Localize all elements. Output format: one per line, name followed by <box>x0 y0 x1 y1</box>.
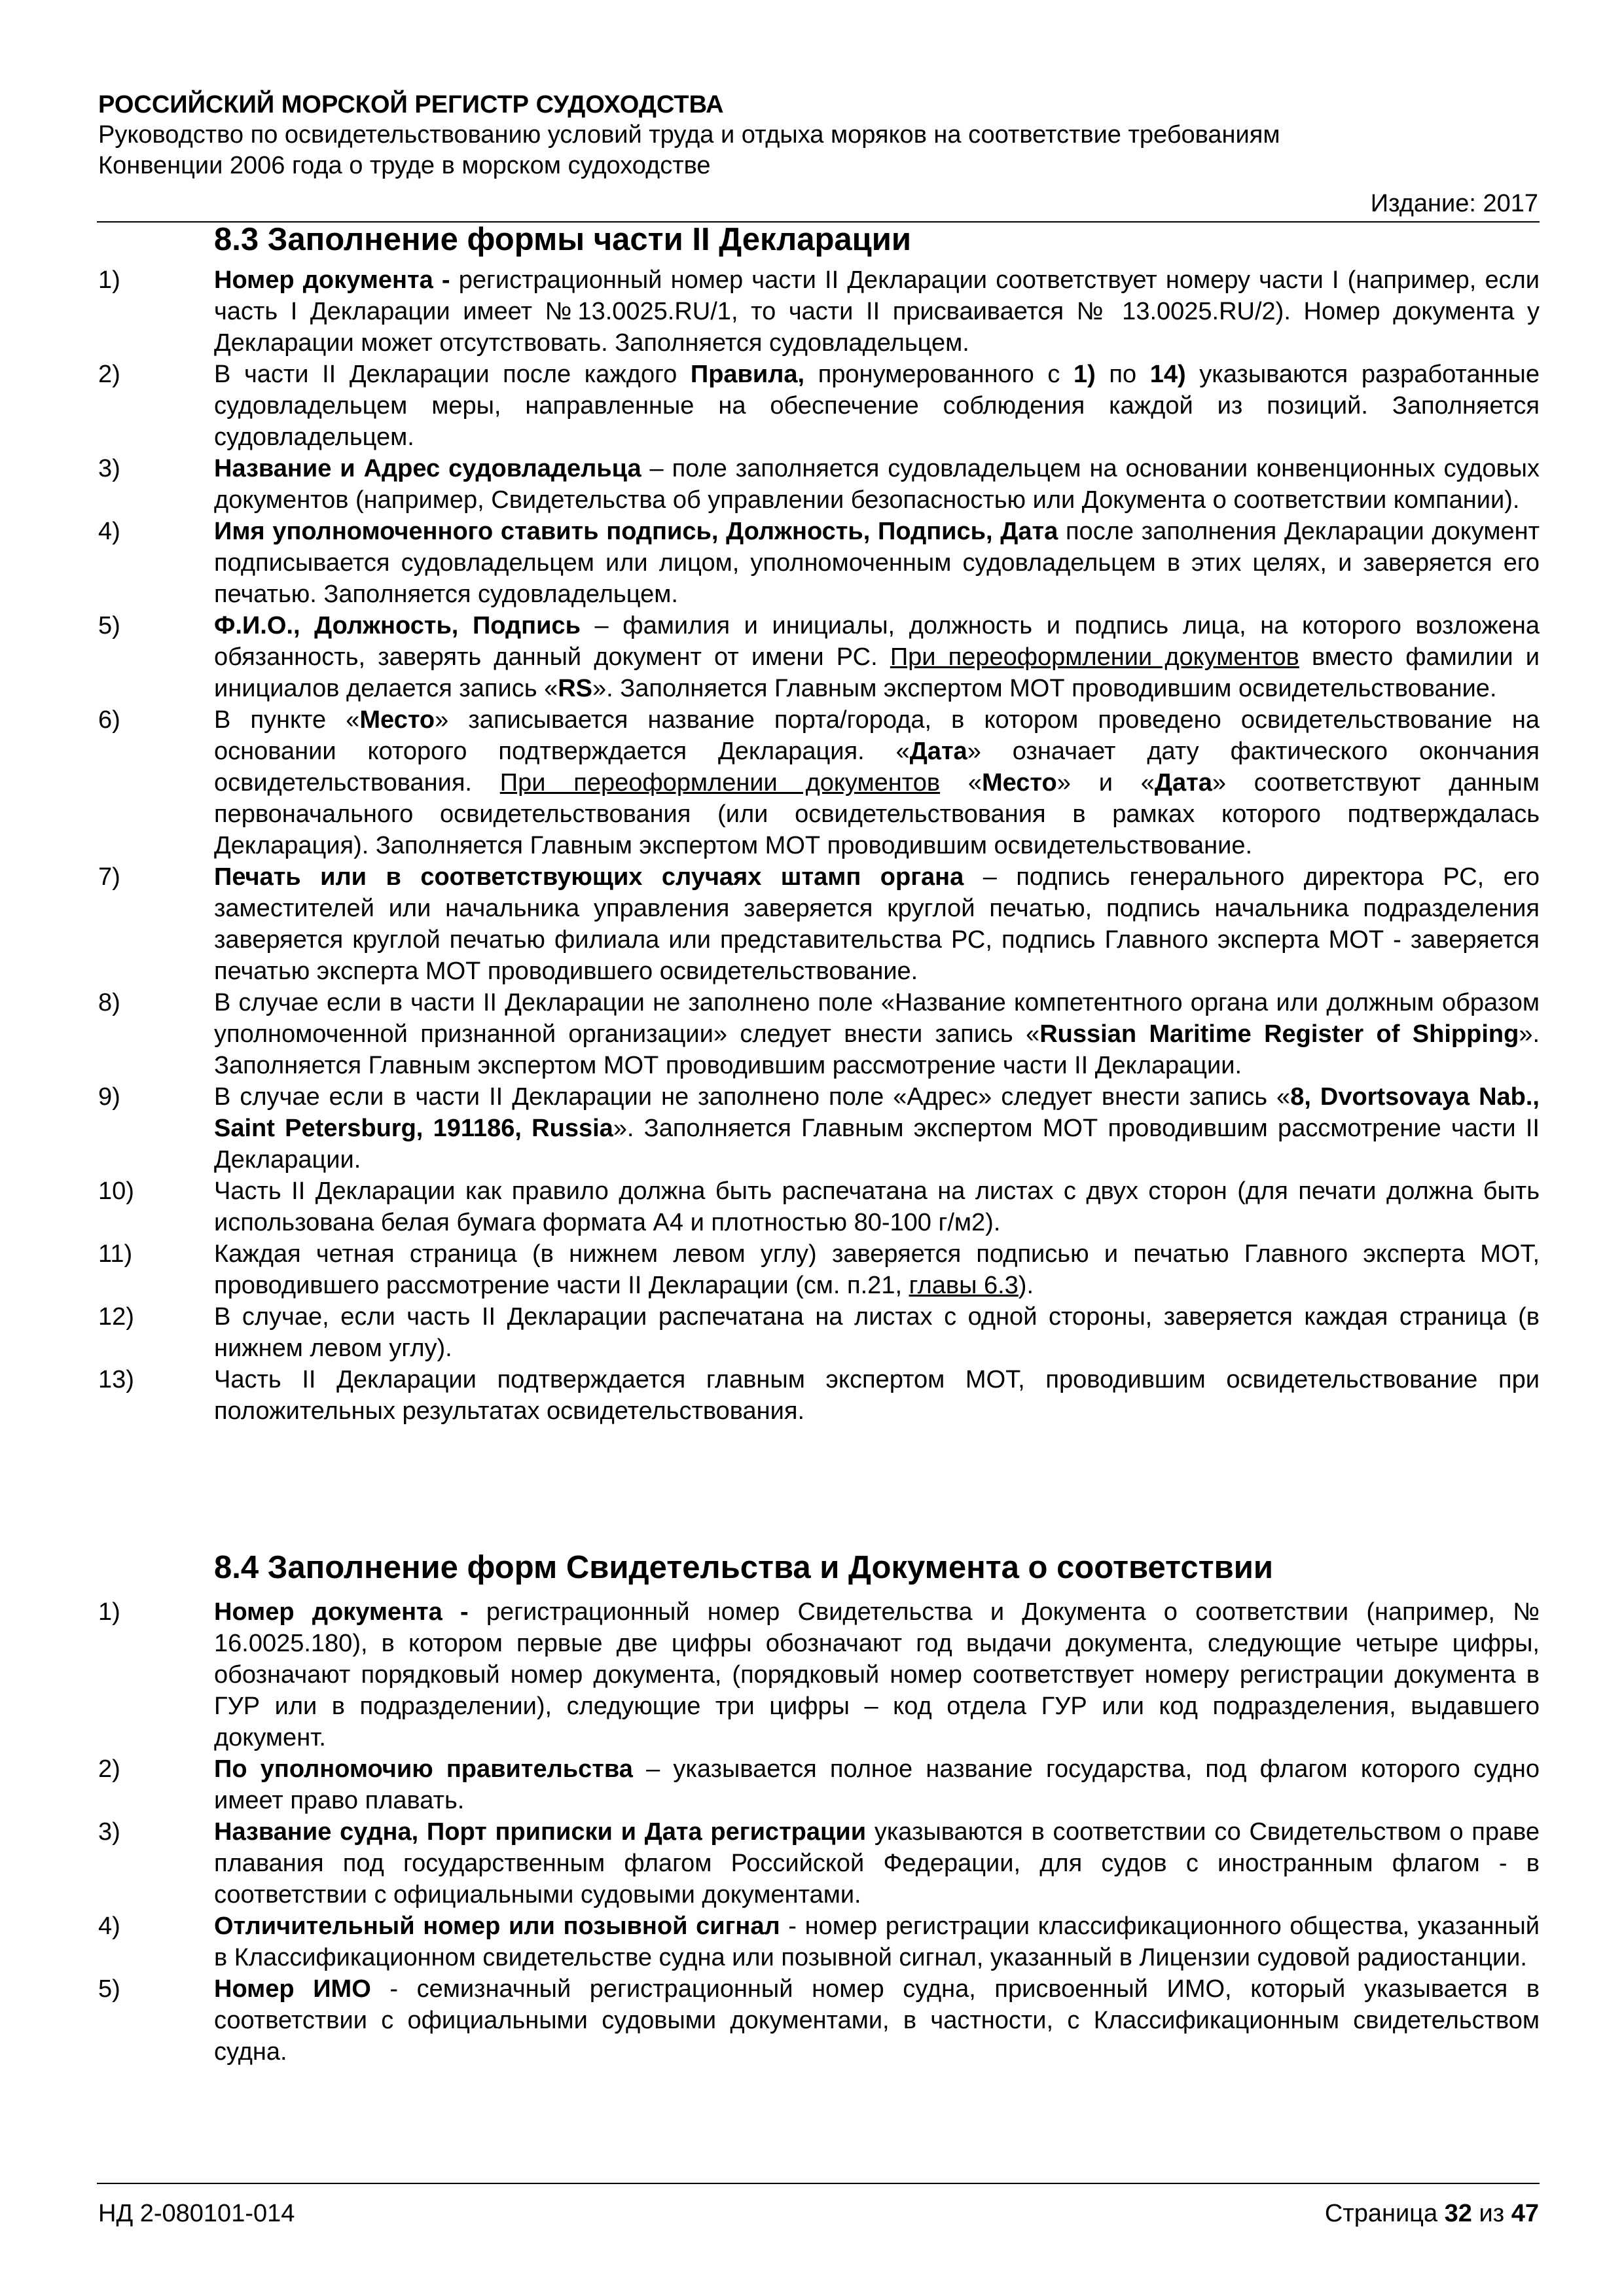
item-number: 12) <box>98 1303 134 1331</box>
text-run: указываются разработанные судовладельцем меры, направленные на обеспечение соблюдения каждой из позиций. Заполняется судовладельцем. <box>214 361 1540 451</box>
text-run: - семизначный регистрационный номер судна, присвоенный ИМО, который указывается в соответствии с официальными судовыми документами, в частности, с Классификационным свидетельством судна. <box>214 1975 1540 2066</box>
text-run: ». Заполняется Главным экспертом МОТ проводившим рассмотрение части II Декларации. <box>214 1020 1540 1079</box>
text-run: - номер регистрации классификационного общества, указанный в Классификационном свидетельстве судна или позывной сигнал, указанный в Лицензии судовой радиостанции. <box>214 1912 1540 1971</box>
page-header <box>98 90 1538 181</box>
bold-term: Дата <box>1154 769 1212 797</box>
item-text <box>214 1596 1540 1753</box>
underlined-text: главы 6.3 <box>909 1272 1019 1299</box>
page-current: 32 <box>1444 2200 1472 2227</box>
item-number: 4) <box>98 518 120 545</box>
item-number: 13) <box>98 1366 134 1393</box>
bold-term: 8, Dvortsovaya Nab., Saint Petersburg, 191186, Russia <box>214 1083 1540 1142</box>
page-number <box>1325 2198 1539 2229</box>
section-8-4 <box>0 1547 1624 2068</box>
item-number: 2) <box>98 1755 120 1783</box>
bold-term: 14) <box>1149 361 1186 388</box>
text-run: – фамилия и инициалы, должность и подпись лица, на которого возложена обязанность, заверять данный документ от имени РС. <box>214 612 1540 671</box>
list-item <box>0 1753 1624 1816</box>
text-run: ». Заполняется Главным экспертом МОТ проводившим освидетельствование. <box>592 675 1497 702</box>
text-run: В случае, если часть II Декларации распечатана на листах с одной стороны, заверяется каждая страница (в нижнем левом углу). <box>214 1303 1540 1362</box>
bold-term: Номер документа - <box>214 266 450 294</box>
text-run: – подпись генерального директора РС, его заместителей или начальника управления заверяется круглой печатью, подпись начальника подразделения заверяется круглой печатью филиала или представительства РС, подпись Главного эксперта МОТ - заверяется печатью эксперта МОТ проводившего освидетельствование. <box>214 863 1540 985</box>
list-item <box>0 861 1624 987</box>
section-title: 8.3 Заполнение формы части II Декларации <box>214 222 912 257</box>
organization-name: РОССИЙСКИЙ МОРСКОЙ РЕГИСТР СУДОХОДСТВА <box>98 91 724 118</box>
bold-term: Ф.И.О., Должность, Подпись <box>214 612 581 639</box>
text-run: указываются в соответствии со Свидетельством о праве плавания под государственным флагом Российской Федерации, для судов с иностранным флагом - в соответствии с официальными судовыми документами. <box>214 1818 1540 1909</box>
text-run: В части II Декларации после каждого <box>214 361 691 388</box>
list-item <box>0 1910 1624 1973</box>
bold-term: Название и Адрес судовладельца <box>214 455 641 482</box>
text-run: регистрационный номер части II Декларации соответствует номеру части I (например, если часть I Декларации имеет №13.0025.RU/1, то части II присваивается № 13.0025.RU/2). Номер документа у Декларации может отсутствовать. Заполняется судовладельцем. <box>214 266 1540 357</box>
list-item <box>0 516 1624 610</box>
bold-term: Правила, <box>690 361 805 388</box>
page-of: из <box>1479 2200 1505 2227</box>
section-8-3 <box>0 219 1624 1427</box>
text-run: вместо фамилии и инициалов делается запись « <box>214 643 1540 702</box>
bold-term: Отличительный номер или позывной сигнал <box>214 1912 780 1940</box>
bold-term: Russian Maritime Register of Shipping <box>1039 1020 1519 1048</box>
item-number: 1) <box>98 266 120 294</box>
item-text <box>214 1364 1540 1427</box>
item-number: 2) <box>98 361 120 388</box>
list-item <box>0 1816 1624 1910</box>
list-item <box>0 704 1624 861</box>
item-text <box>214 453 1540 516</box>
bold-term: По уполномочию правительства <box>214 1755 633 1783</box>
list-item <box>0 1175 1624 1238</box>
section-title: 8.4 Заполнение форм Свидетельства и Документа о соответствии <box>214 1550 1274 1585</box>
list-item <box>0 264 1624 359</box>
item-number: 10) <box>98 1177 134 1205</box>
item-text <box>214 1301 1540 1364</box>
text-run: » и « <box>1056 769 1155 797</box>
underlined-text: При переоформлении документов <box>890 643 1299 671</box>
item-text <box>214 861 1540 987</box>
bold-term: Номер ИМО <box>214 1975 371 2003</box>
item-text <box>214 987 1540 1081</box>
item-text <box>214 516 1540 610</box>
list-item <box>0 1364 1624 1427</box>
text-run: – поле заполняется судовладельцем на основании конвенционных судовых документов (например, Свидетельства об управлении безопасностью или Документа о соответствии компании). <box>214 455 1540 514</box>
item-text <box>214 1973 1540 2068</box>
section-items <box>0 1596 1624 2068</box>
text-run: Часть II Декларации подтверждается главным экспертом МОТ, проводившим освидетельствование при положительных результатах освидетельствования. <box>214 1366 1540 1425</box>
text-run: ). <box>1018 1272 1034 1299</box>
item-text <box>214 610 1540 704</box>
list-item <box>0 359 1624 453</box>
text-run: « <box>940 769 982 797</box>
item-text <box>214 359 1540 453</box>
text-run: В пункте « <box>214 706 360 734</box>
item-number: 7) <box>98 863 120 891</box>
text-run: » записывается название порта/города, в котором проведено освидетельствование на основании которого подтверждается Декларация. « <box>214 706 1540 765</box>
text-run: пронумерованного с <box>804 361 1074 388</box>
page-label: Страница <box>1324 2200 1438 2227</box>
item-number: 3) <box>98 1818 120 1846</box>
bold-term: Имя уполномоченного ставить подпись, Должность, Подпись, Дата <box>214 518 1058 545</box>
item-text <box>214 1753 1540 1816</box>
item-text <box>214 1175 1540 1238</box>
guide-title-line-2: Конвенции 2006 года о труде в морском судоходстве <box>98 152 711 179</box>
item-number: 5) <box>98 1975 120 2003</box>
footer-divider <box>97 2183 1540 2184</box>
text-run: – указывается полное название государства, под флагом которого судно имеет право плавать. <box>214 1755 1540 1814</box>
document-code: НД 2-080101-014 <box>98 2200 295 2227</box>
bold-term: Название судна, Порт приписки и Дата регистрации <box>214 1818 867 1846</box>
text-run: В случае если в части II Декларации не заполнено поле «Адрес» следует внести запись « <box>214 1083 1291 1111</box>
text-run: ». Заполняется Главным экспертом МОТ проводившим рассмотрение части II Декларации. <box>214 1115 1540 1174</box>
list-item <box>0 610 1624 704</box>
item-text <box>214 1910 1540 1973</box>
item-number: 4) <box>98 1912 120 1940</box>
item-text <box>214 1081 1540 1175</box>
list-item <box>0 1301 1624 1364</box>
text-run: Часть II Декларации как правило должна быть распечатана на листах с двух сторон (для печати должна быть использована белая бумага формата А4 и плотностью 80-100 г/м2). <box>214 1177 1540 1236</box>
text-run: по <box>1095 361 1150 388</box>
text-run: после заполнения Декларации документ подписывается судовладельцем или лицом, уполномоченным судовладельцем в этих целях, и заверяется его печатью. Заполняется судовладельцем. <box>214 518 1540 608</box>
bold-term: Место <box>359 706 435 734</box>
item-text <box>214 264 1540 359</box>
underlined-text: При переоформлении документов <box>499 769 941 797</box>
item-number: 5) <box>98 612 120 639</box>
section-items <box>0 264 1624 1427</box>
bold-term: Номер документа - <box>214 1598 469 1626</box>
item-number: 8) <box>98 989 120 1016</box>
list-item <box>0 1081 1624 1175</box>
item-number: 3) <box>98 455 120 482</box>
item-number: 9) <box>98 1083 120 1111</box>
list-item <box>0 987 1624 1081</box>
text-run: » соответствуют данным первоначального освидетельствования (или освидетельствования в рамках которого подтверждалась Декларация). Заполняется Главным экспертом МОТ проводившим освидетельствование. <box>214 769 1540 859</box>
list-item <box>0 1596 1624 1753</box>
item-text <box>214 704 1540 861</box>
list-item <box>0 1238 1624 1301</box>
bold-term: Дата <box>909 738 967 765</box>
item-number: 6) <box>98 706 120 734</box>
text-run: В случае если в части II Декларации не заполнено поле «Название компетентного органа или должным образом уполномоченной признанной организации» следует внести запись « <box>214 989 1540 1048</box>
text-run: регистрационный номер Свидетельства и Документа о соответствии (например, № 16.0025.180), в котором первые две цифры обозначают год выдачи документа, следующие четыре цифры, обозначают порядковый номер документа, (порядковый номер соответствует номеру регистрации документа в ГУР или в подразделении), следующие три цифры – код отдела ГУР или код подразделения, выдавшего документ. <box>214 1598 1540 1751</box>
item-text <box>214 1816 1540 1910</box>
bold-term: 1) <box>1074 361 1096 388</box>
list-item <box>0 1973 1624 2068</box>
bold-term: Место <box>982 769 1057 797</box>
text-run: Каждая четная страница (в нижнем левом углу) заверяется подписью и печатью Главного эксперта МОТ, проводившего рассмотрение части II Декларации (см. п.21, <box>214 1240 1540 1299</box>
text-run: » означает дату фактического окончания освидетельствования. <box>214 738 1540 797</box>
bold-term: RS <box>558 675 593 702</box>
edition-label: Издание: 2017 <box>1370 190 1538 217</box>
item-number: 11) <box>98 1240 133 1268</box>
list-item <box>0 453 1624 516</box>
item-text <box>214 1238 1540 1301</box>
item-number: 1) <box>98 1598 120 1626</box>
bold-term: Печать или в соответствующих случаях штамп органа <box>214 863 964 891</box>
page-total: 47 <box>1511 2200 1539 2227</box>
guide-title-line-1: Руководство по освидетельствованию условий труда и отдыха моряков на соответствие требованиям <box>98 121 1280 149</box>
